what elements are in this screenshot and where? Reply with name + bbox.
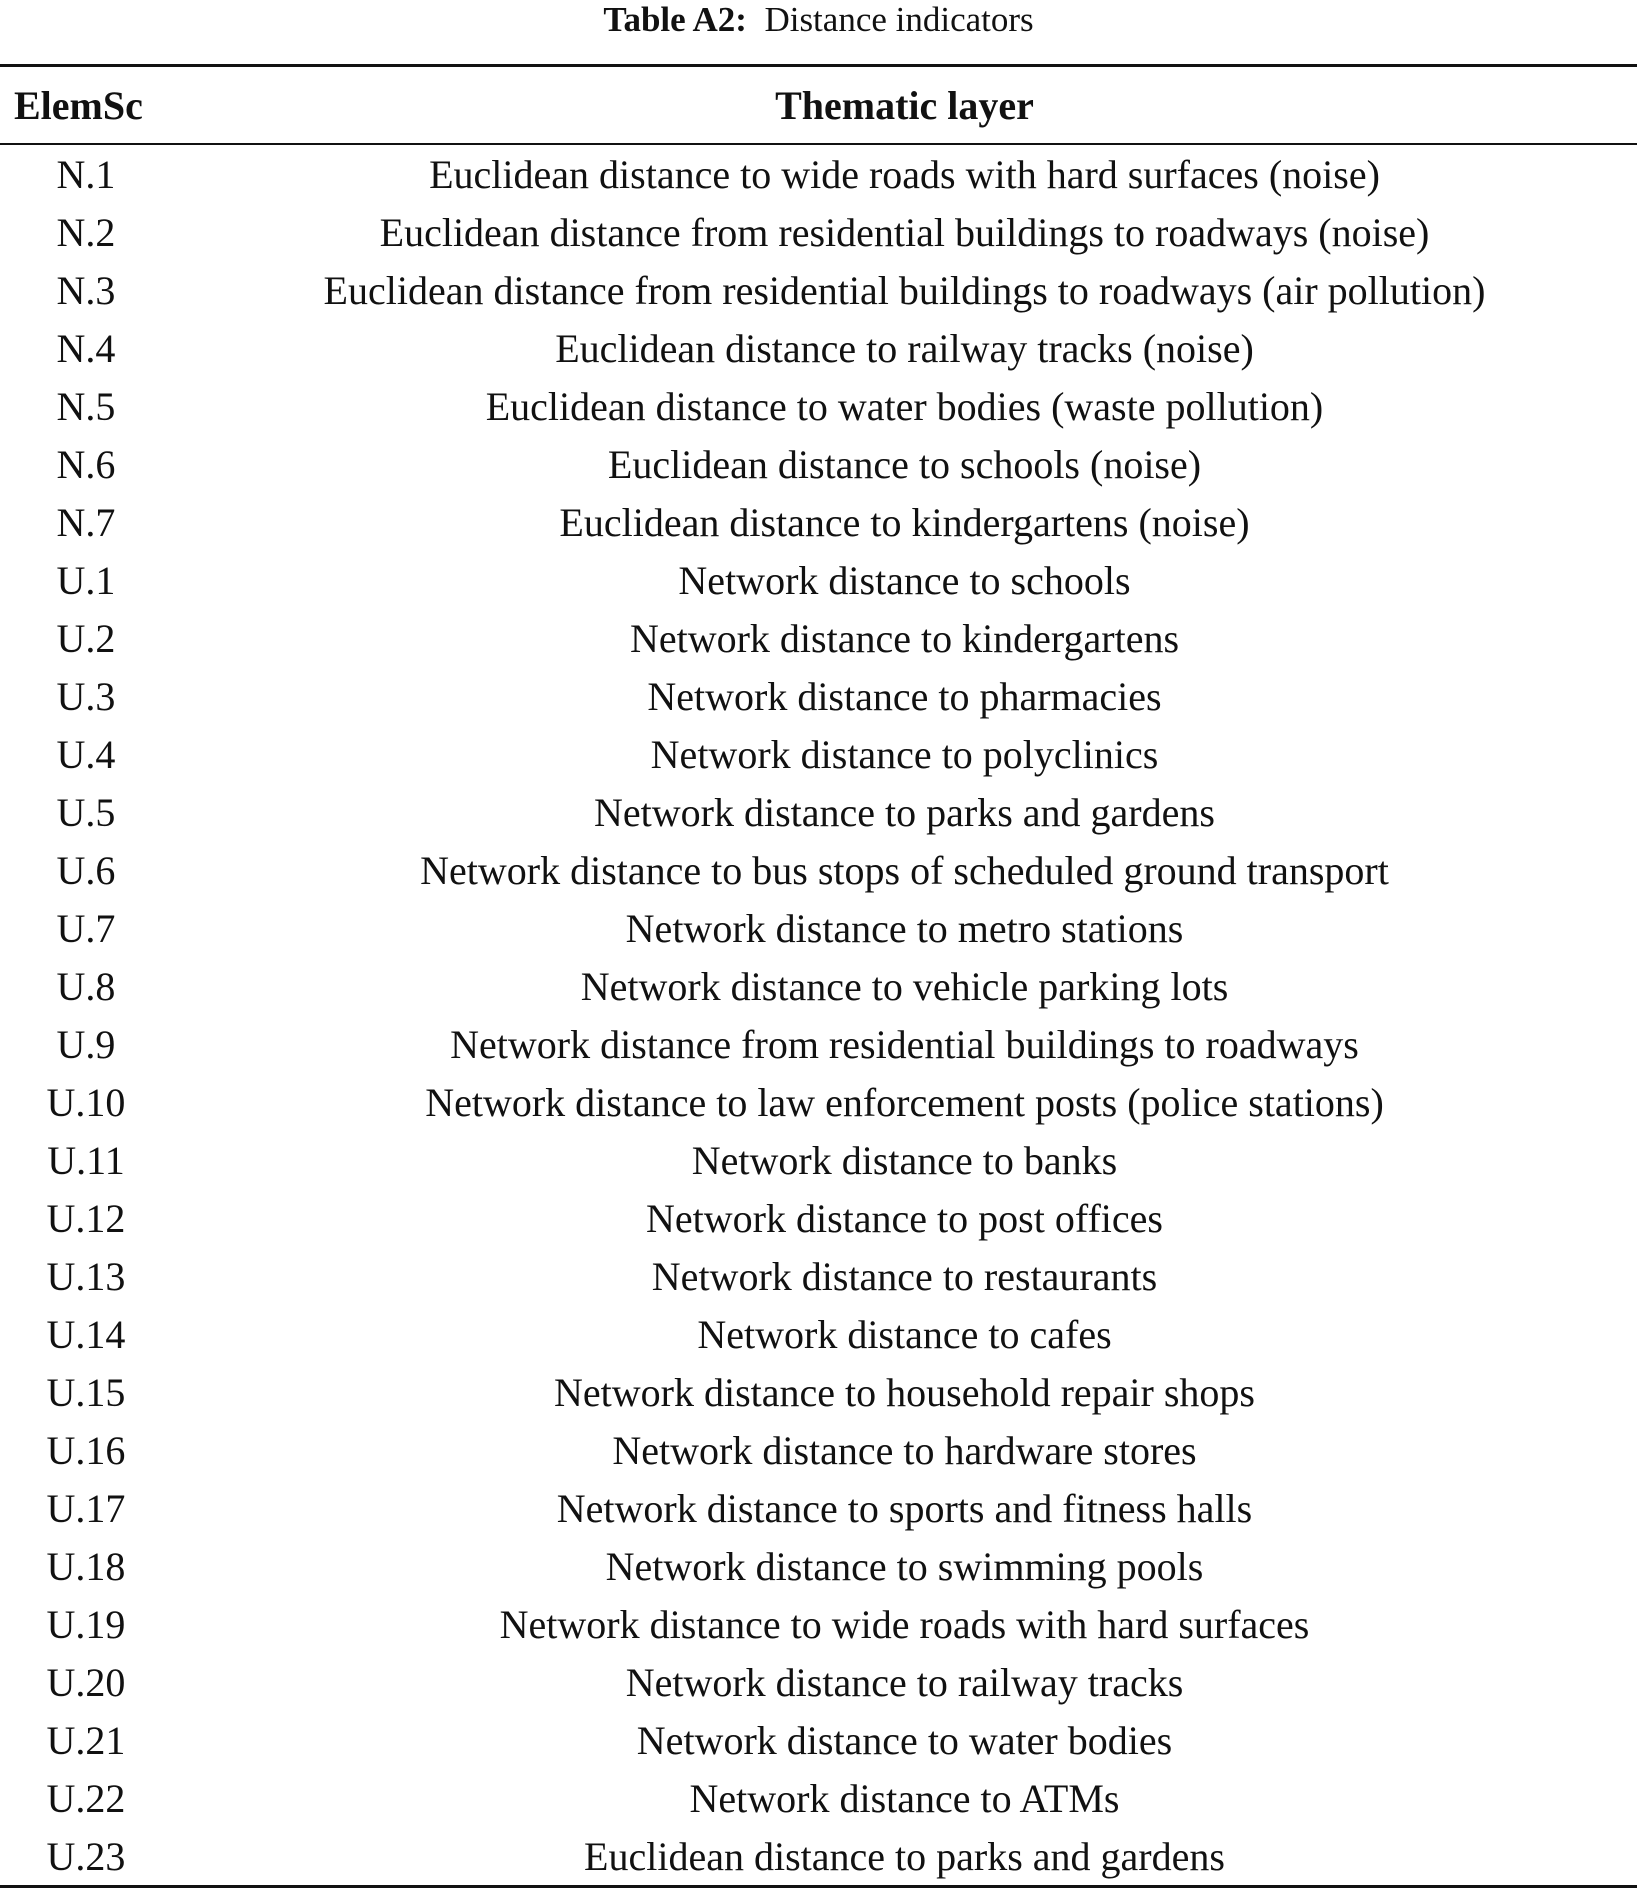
- header-thematic-layer: Thematic layer: [172, 66, 1637, 145]
- table-row: [0, 203, 1637, 261]
- table-row: [0, 319, 1637, 377]
- table-row: [0, 1305, 1637, 1363]
- table-row: [0, 1247, 1637, 1305]
- table-row: [0, 1769, 1637, 1827]
- thematic-layer-cell: Network distance to parks and gardens: [594, 789, 1215, 835]
- thematic-layer-cell: Network distance to schools: [678, 557, 1131, 603]
- elemsc-cell: U.15: [46, 1369, 126, 1415]
- thematic-layer-cell: Euclidean distance to schools (noise): [607, 441, 1202, 487]
- thematic-layer-cell: Euclidean distance to water bodies (waste pollution): [485, 383, 1324, 429]
- table-body: [0, 144, 1637, 1887]
- elemsc-cell: U.11: [47, 1137, 125, 1183]
- thematic-layer-cell: Network distance to vehicle parking lots: [580, 963, 1229, 1009]
- elemsc-cell: U.23: [0, 1827, 172, 1887]
- thematic-layer-cell: Euclidean distance to wide roads with hard surfaces (noise): [429, 151, 1380, 197]
- elemsc-cell: U.19: [46, 1601, 126, 1647]
- table-row: [0, 493, 1637, 551]
- thematic-layer-cell: Network distance to cafes: [697, 1311, 1112, 1357]
- elemsc-cell: U.13: [46, 1253, 126, 1299]
- thematic-layer-cell: Network distance to metro stations: [625, 905, 1184, 951]
- thematic-layer-cell: Network distance to banks: [691, 1137, 1118, 1183]
- thematic-layer-cell: Network distance from residential buildings to roadways: [450, 1021, 1359, 1067]
- thematic-layer-cell: Network distance to swimming pools: [605, 1543, 1204, 1589]
- elemsc-cell: U.22: [46, 1775, 126, 1821]
- table-caption: [0, 0, 1637, 44]
- table-row: [0, 1073, 1637, 1131]
- elemsc-cell: U.17: [46, 1485, 126, 1531]
- caption-text: Distance indicators: [764, 0, 1034, 39]
- thematic-layer-cell: Network distance to bus stops of scheduled ground transport: [420, 847, 1389, 893]
- thematic-layer-cell: Euclidean distance to kindergartens (noise): [559, 499, 1250, 545]
- elemsc-cell: U.20: [46, 1659, 126, 1705]
- elemsc-cell: U.2: [56, 615, 116, 661]
- table-row: [0, 144, 1637, 203]
- elemsc-cell: N.7: [56, 499, 116, 545]
- distance-indicators-table: [0, 64, 1637, 1888]
- table-row: [0, 1595, 1637, 1653]
- elemsc-cell: U.7: [56, 905, 116, 951]
- header-row: [0, 66, 1637, 145]
- table-row: [0, 1363, 1637, 1421]
- table-row: [0, 609, 1637, 667]
- table-row: [0, 1421, 1637, 1479]
- elemsc-cell: N.2: [56, 209, 116, 255]
- thematic-layer-cell: Network distance to sports and fitness halls: [556, 1485, 1253, 1531]
- table-row: [0, 1015, 1637, 1073]
- header-elemsc: ElemSc: [0, 66, 172, 145]
- table-row: [0, 377, 1637, 435]
- elemsc-cell: U.12: [46, 1195, 126, 1241]
- table-row: [0, 667, 1637, 725]
- table-row: [0, 261, 1637, 319]
- elemsc-cell: N.3: [56, 267, 116, 313]
- thematic-layer-cell: Network distance to railway tracks: [625, 1659, 1184, 1705]
- table-row: [0, 1711, 1637, 1769]
- thematic-layer-cell: Network distance to kindergartens: [629, 615, 1180, 661]
- thematic-layer-cell: Euclidean distance from residential buildings to roadways (air pollution): [323, 267, 1486, 313]
- elemsc-cell: N.6: [56, 441, 116, 487]
- table-row: [0, 435, 1637, 493]
- thematic-layer-cell: Network distance to polyclinics: [650, 731, 1159, 777]
- caption-label: Table A2:: [603, 0, 747, 39]
- thematic-layer-cell: Network distance to ATMs: [689, 1775, 1120, 1821]
- elemsc-cell: U.1: [56, 557, 116, 603]
- elemsc-cell: U.8: [56, 963, 116, 1009]
- elemsc-cell: U.10: [46, 1079, 126, 1125]
- elemsc-cell: U.21: [46, 1717, 126, 1763]
- elemsc-cell: N.5: [56, 383, 116, 429]
- thematic-layer-cell: Network distance to water bodies: [636, 1717, 1173, 1763]
- thematic-layer-cell: Network distance to hardware stores: [612, 1427, 1197, 1473]
- table-row: [0, 725, 1637, 783]
- elemsc-cell: U.5: [56, 789, 116, 835]
- elemsc-cell: U.16: [46, 1427, 126, 1473]
- table-row: [0, 1189, 1637, 1247]
- table-row: [0, 1537, 1637, 1595]
- table-row: [0, 1479, 1637, 1537]
- elemsc-cell: U.14: [46, 1311, 126, 1357]
- elemsc-cell: U.6: [56, 847, 116, 893]
- table-row: [0, 957, 1637, 1015]
- thematic-layer-cell: Network distance to law enforcement posts (police stations): [425, 1079, 1384, 1125]
- thematic-layer-cell: Euclidean distance to railway tracks (noise): [555, 325, 1254, 371]
- elemsc-cell: U.4: [56, 731, 116, 777]
- table-row: [0, 841, 1637, 899]
- table-row: [0, 783, 1637, 841]
- thematic-layer-cell: Euclidean distance from residential buildings to roadways (noise): [379, 209, 1430, 255]
- distance-indicators-table-container: [0, 64, 1637, 1888]
- thematic-layer-cell: Network distance to household repair shops: [554, 1369, 1255, 1415]
- elemsc-cell: N.1: [56, 151, 116, 197]
- table-row: [0, 1131, 1637, 1189]
- table-row: [0, 1653, 1637, 1711]
- thematic-layer-cell: Network distance to restaurants: [651, 1253, 1158, 1299]
- table-row: [0, 1827, 1637, 1887]
- table-row: [0, 899, 1637, 957]
- thematic-layer-cell: Euclidean distance to parks and gardens: [172, 1827, 1637, 1887]
- elemsc-cell: U.18: [46, 1543, 126, 1589]
- elemsc-cell: N.4: [56, 325, 116, 371]
- thematic-layer-cell: Network distance to wide roads with hard surfaces: [499, 1601, 1310, 1647]
- elemsc-cell: U.3: [56, 673, 116, 719]
- thematic-layer-cell: Network distance to pharmacies: [647, 673, 1162, 719]
- table-row: [0, 551, 1637, 609]
- thematic-layer-cell: Network distance to post offices: [646, 1195, 1163, 1241]
- table-header: [0, 66, 1637, 145]
- elemsc-cell: U.9: [56, 1021, 116, 1067]
